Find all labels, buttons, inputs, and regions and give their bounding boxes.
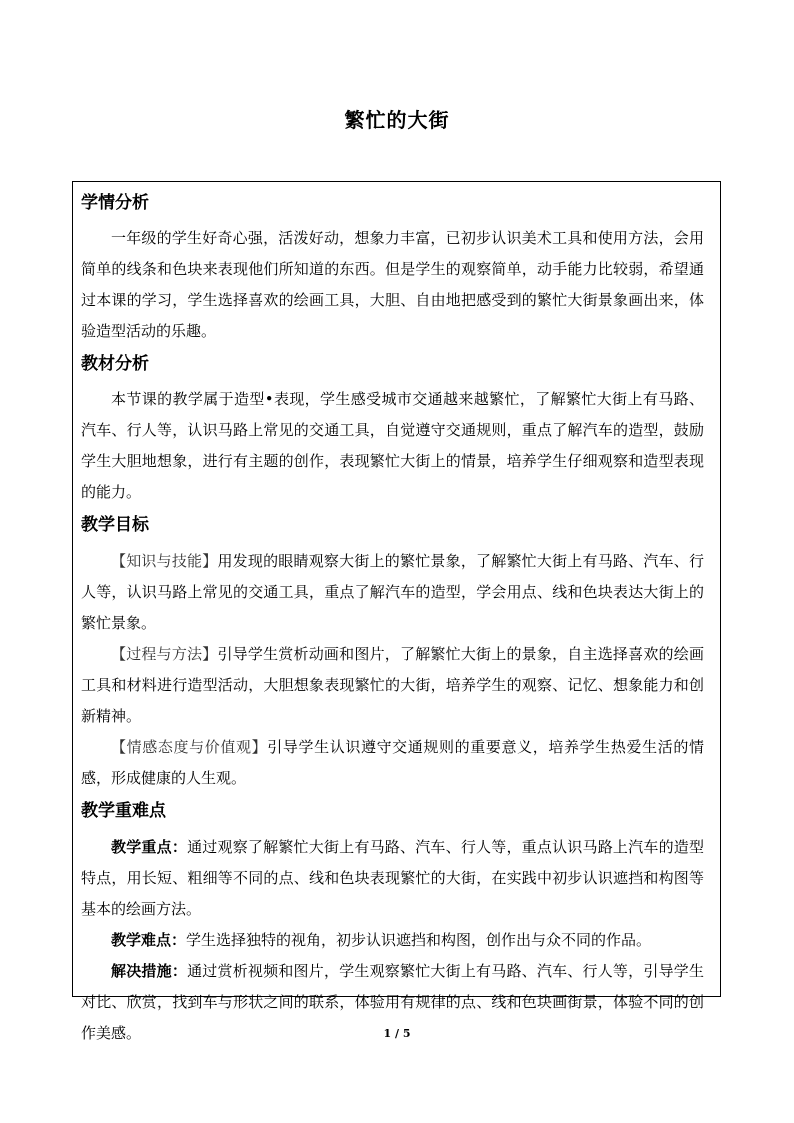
goal-emotion-values-text: 引导学生认识遵守交通规则的重要意义，培养学生热爱生活的情感，形成健康的人生观。 (81, 738, 704, 787)
goal-emotion-values (81, 732, 704, 794)
material-analysis-paragraph: 本节课的教学属于造型•表现，学生感受城市交通越来越繁忙，了解繁忙大街上有马路、汽车、行人等，认识马路上常见的交通工具，自觉遵守交通规则，重点了解汽车的造型，鼓励学生大胆地想象，进行有主题的创作，表现繁忙大街上的情景，培养学生仔细观察和造型表现的能力。 (81, 390, 704, 501)
goal-knowledge-skills (81, 546, 704, 639)
page-number: 1 / 5 (383, 1027, 411, 1040)
section-heading-material-analysis: 教材分析 (81, 354, 149, 374)
key-point-label: 教学重点： (111, 838, 188, 856)
goal-knowledge-skills-text: 用发现的眼睛观察大街上的繁忙景象，了解繁忙大街上有马路、汽车、行人等，认识马路上常见的交通工具，重点了解汽车的造型，学会用点、线和色块表达大街上的繁忙景象。 (81, 552, 704, 632)
goal-process-methods-text: 引导学生赏析动画和图片，了解繁忙大街上的景象，自主选择喜欢的绘画工具和材料进行造型活动，大胆想象表现繁忙的大街，培养学生的观察、记忆、想象能力和创新精神。 (81, 645, 704, 725)
section-heading-student-analysis: 学情分析 (81, 193, 149, 213)
solution-label: 解决措施： (111, 962, 188, 980)
key-point-paragraph (81, 832, 704, 925)
goal-process-methods (81, 639, 704, 732)
solution-text: 通过赏析视频和图片，学生观察繁忙大街上有马路、汽车、行人等，引导学生对比、欣赏，找到车与形状之间的联系，体验用有规律的点、线和色块画街景，体验不同的创作美感。 (81, 962, 704, 1042)
goal-knowledge-skills-tag: 【知识与技能】 (111, 552, 218, 570)
section-heading-key-difficult-points: 教学重难点 (81, 801, 166, 821)
document-title: 繁忙的大街 (344, 108, 450, 132)
section-heading-teaching-goals: 教学目标 (81, 515, 149, 535)
goal-process-methods-tag: 【过程与方法】 (111, 645, 218, 663)
difficult-point-paragraph (81, 925, 704, 956)
key-point-text: 通过观察了解繁忙大街上有马路、汽车、行人等，重点认识马路上汽车的造型特点，用长短、粗细等不同的点、线和色块表现繁忙的大街，在实践中初步认识遮挡和构图等基本的绘画方法。 (81, 838, 704, 918)
goal-emotion-values-tag: 【情感态度与价值观】 (111, 738, 268, 756)
student-analysis-paragraph: 一年级的学生好奇心强，活泼好动，想象力丰富，已初步认识美术工具和使用方法，会用简单的线条和色块来表现他们所知道的东西。但是学生的观察简单，动手能力比较弱，希望通过本课的学习，学生选择喜欢的绘画工具，大胆、自由地把感受到的繁忙大街景象画出来，体验造型活动的乐趣。 (81, 229, 704, 340)
difficult-point-label: 教学难点： (111, 931, 187, 949)
difficult-point-text: 学生选择独特的视角，初步认识遮挡和构图，创作出与众不同的作品。 (186, 931, 652, 949)
